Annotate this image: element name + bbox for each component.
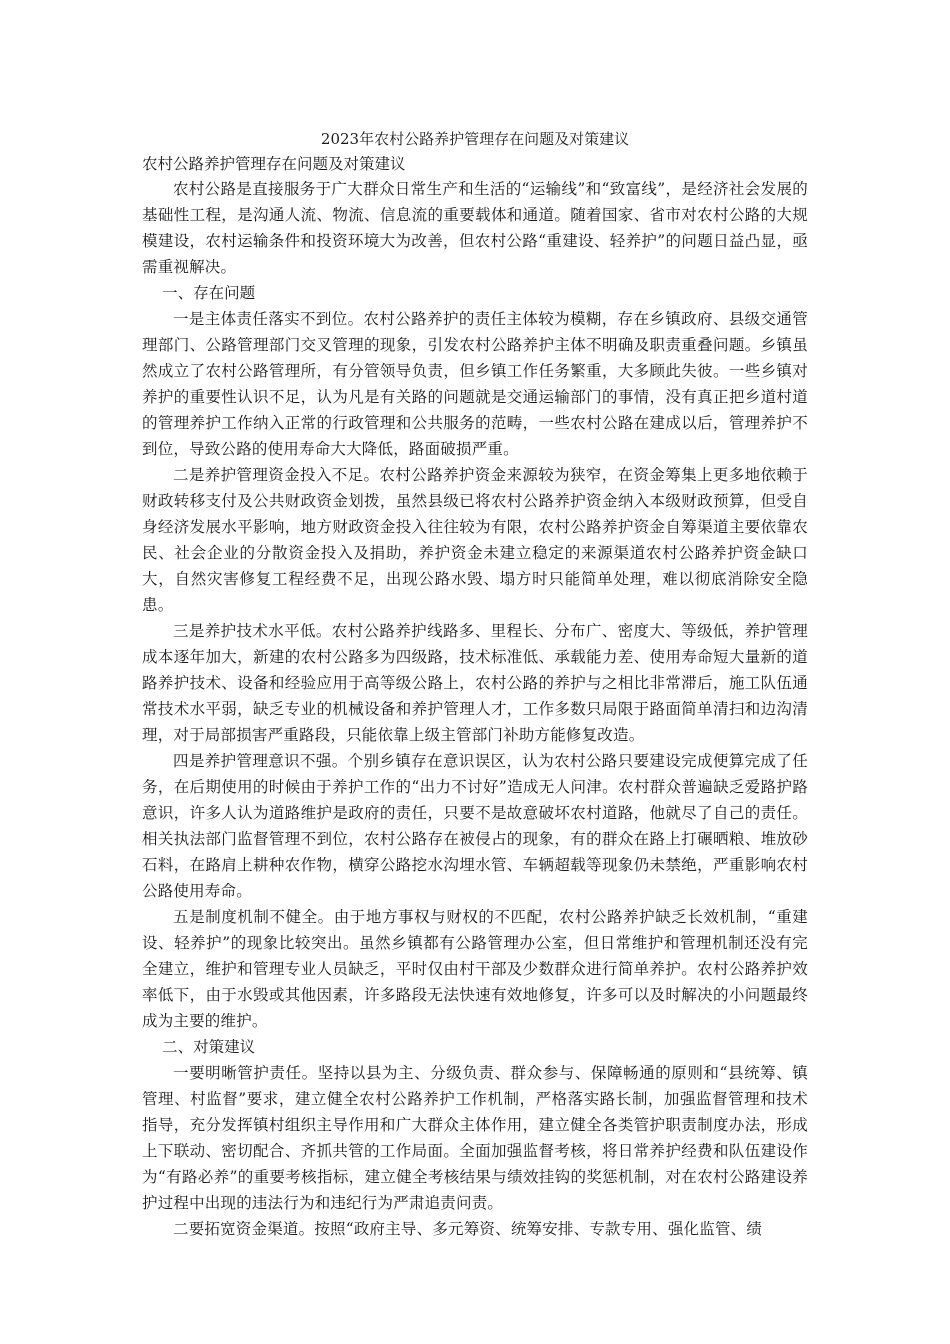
problem-paragraph: 四是养护管理意识不强。个别乡镇存在意识误区，认为农村公路只要建设完成便算完成了任务，在后期使用的时候由于养护工作的“出力不讨好”造成无人问津。农村群众普遍缺乏爱路护路意识，许多人认为道路维护是政府的责任，只要不是故意破坏农村道路，他就尽了自己的责任。相关执法部门监督管理不到位，农村公路存在被侵占的现象，有的群众在路上打碾晒粮、堆放砂石料，在路肩上耕种农作物，横穿公路挖水沟埋水管、车辆超载等现象仍未禁绝，严重影响农村公路使用寿命。: [142, 752, 808, 900]
document-subtitle: 农村公路养护管理存在问题及对策建议: [142, 155, 406, 173]
section-heading-suggestions: 二、对策建议: [162, 1038, 256, 1056]
problem-paragraph: 一是主体责任落实不到位。农村公路养护的责任主体较为模糊，存在乡镇政府、县级交通管理部门、公路管理部门交叉管理的现象，引发农村公路养护主体不明确及职责重叠问题。乡镇虽然成立了农村公路管理所，有分管领导负责，但乡镇工作任务繁重，大多顾此失彼。一些乡镇对养护的重要性认识不足，认为凡是有关路的问题就是交通运输部门的事情，没有真正把乡道村道的管理养护工作纳入正常的行政管理和公共服务的范畴，一些农村公路在建成以后，管理养护不到位，导致公路的使用寿命大大降低，路面破损严重。: [142, 310, 808, 458]
problem-paragraph: 二是养护管理资金投入不足。农村公路养护资金来源较为狭窄，在资金筹集上更多地依赖于财政转移支付及公共财政资金划拨，虽然县级已将农村公路养护资金纳入本级财政预算，但受自身经济发展水平影响，地方财政资金投入往往较为有限，农村公路养护资金自筹渠道主要依靠农民、社会企业的分散资金投入及捐助，养护资金未建立稳定的来源渠道农村公路养护资金缺口大，自然灾害修复工程经费不足，出现公路水毁、塌方时只能简单处理，难以彻底消除安全隐患。: [142, 466, 808, 614]
problem-paragraph: 五是制度机制不健全。由于地方事权与财权的不匹配，农村公路养护缺乏长效机制，“重建设、轻养护”的现象比较突出。虽然乡镇都有公路管理办公室，但日常维护和管理机制还没有完全建立，维护和管理专业人员缺乏，平时仅由村干部及少数群众进行简单养护。农村公路养护效率低下，由于水毁或其他因素，许多路段无法快速有效地修复，许多可以及时解决的小问题最终成为主要的维护。: [142, 908, 808, 1030]
document-body: [142, 128, 808, 1242]
problem-paragraph: 三是养护技术水平低。农村公路养护线路多、里程长、分布广、密度大、等级低，养护管理成本逐年加大，新建的农村公路多为四级路，技术标准低、承载能力差、使用寿命短大量新的道路养护技术、设备和经验应用于高等级公路上，农村公路的养护与之相比非常滞后，施工队伍通常技术水平弱，缺乏专业的机械设备和养护管理人才，工作多数只局限于路面简单清扫和边沟清理，对于局部损害严重路段，只能依靠上级主管部门补助方能修复改造。: [142, 622, 808, 744]
suggestion-paragraph: 二要拓宽资金渠道。按照“政府主导、多元筹资、统筹安排、专款专用、强化监管、绩: [173, 1220, 763, 1238]
intro-paragraph: 农村公路是直接服务于广大群众日常生产和生活的“运输线”和“致富线”，是经济社会发展的基础性工程，是沟通人流、物流、信息流的重要载体和通道。随着国家、省市对农村公路的大规模建设，农村运输条件和投资环境大为改善，但农村公路“重建设、轻养护”的问题日益凸显，亟需重视解决。: [142, 180, 808, 276]
suggestion-paragraph: 一要明晰管护责任。坚持以县为主、分级负责、群众参与、保障畅通的原则和“县统筹、镇管理、村监督”要求，建立健全农村公路养护工作机制，严格落实路长制，加强监督管理和技术指导，充分发挥镇村组织主导作用和广大群众主体作用，建立健全各类管护职责制度办法，形成上下联动、密切配合、齐抓共管的工作局面。全面加强监督考核，将日常养护经费和队伍建设作为“有路必养”的重要考核指标，建立健全考核结果与绩效挂钩的奖惩机制，对在农村公路建设养护过程中出现的违法行为和违纪行为严肃追责问责。: [142, 1064, 808, 1212]
section-heading-problems: 一、存在问题: [162, 284, 256, 302]
document-title: 2023年农村公路养护管理存在问题及对策建议: [320, 130, 630, 148]
